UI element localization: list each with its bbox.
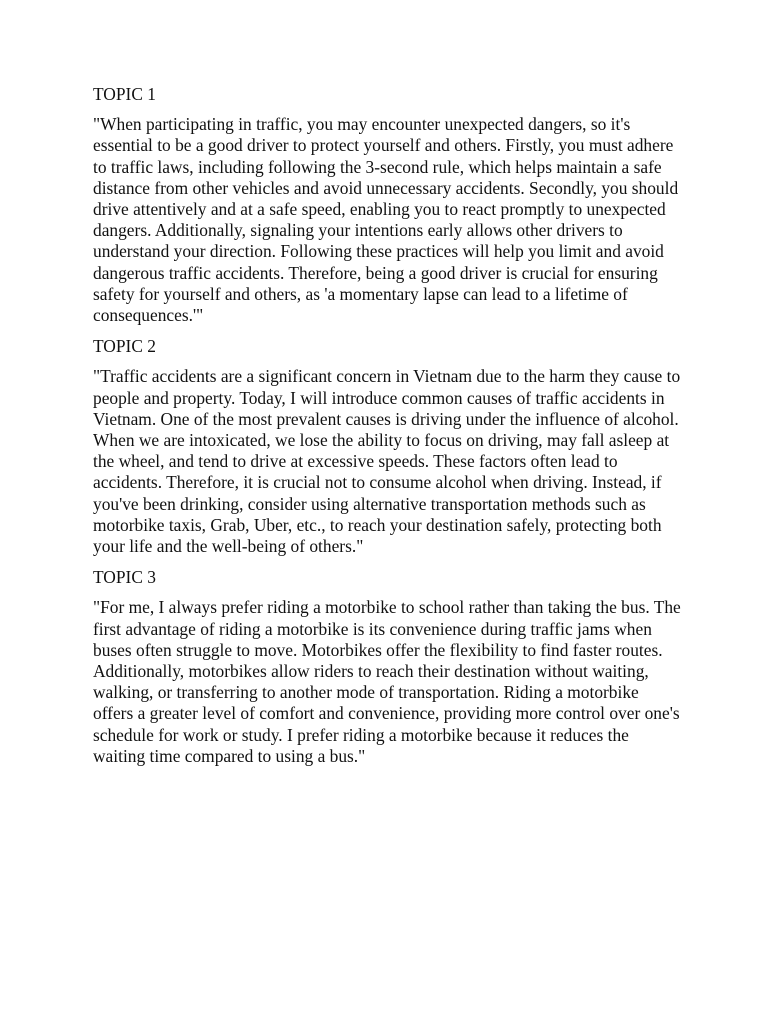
topic-heading: TOPIC 2 (93, 336, 156, 357)
topic-heading: TOPIC 1 (93, 84, 156, 104)
document-page (93, 84, 683, 767)
topic-section-3 (93, 567, 683, 767)
topic-section-1 (93, 84, 683, 326)
topic-paragraph: "For me, I always prefer riding a motorbike to school rather than taking the bus. The first advantage of riding a motorbike is its convenience during traffic jams when buses often struggle to move. Motorbikes offer the flexibility to find faster routes. Additionally, motorbikes allow riders to reach their destination without waiting, walking, or transferring to another mode of transportation. Riding a motorbike offers a greater level of comfort and convenience, providing more control over one's schedule for work or study. I prefer riding a motorbike because it reduces the waiting time compared to using a bus." (93, 597, 681, 766)
topic-paragraph: "When participating in traffic, you may encounter unexpected dangers, so it's essential to be a good driver to protect yourself and others. Firstly, you must adhere to traffic laws, including following the 3-second rule, which helps maintain a safe distance from other vehicles and avoid unnecessary accidents. Secondly, you should drive attentively and at a safe speed, enabling you to react promptly to unexpected dangers. Additionally, signaling your intentions early allows other drivers to understand your direction. Following these practices will help you limit and avoid dangerous traffic accidents. Therefore, being a good driver is crucial for ensuring safety for yourself and others, as 'a momentary lapse can lead to a lifetime of consequences.'" (93, 114, 679, 326)
topic-heading: TOPIC 3 (93, 567, 156, 588)
topic-paragraph: "Traffic accidents are a significant concern in Vietnam due to the harm they cause to people and property. Today, I will introduce common causes of traffic accidents in Vietnam. One of the most prevalent causes is driving under the influence of alcohol. When we are intoxicated, we lose the ability to focus on driving, may fall asleep at the wheel, and tend to drive at excessive speeds. These factors often lead to accidents. Therefore, it is crucial not to consume alcohol when driving. Instead, if you've been drinking, consider using alternative transportation methods such as motorbike taxis, Grab, Uber, etc., to reach your destination safely, protecting both your life and the well-being of others." (93, 366, 681, 557)
topic-section-2 (93, 336, 683, 557)
